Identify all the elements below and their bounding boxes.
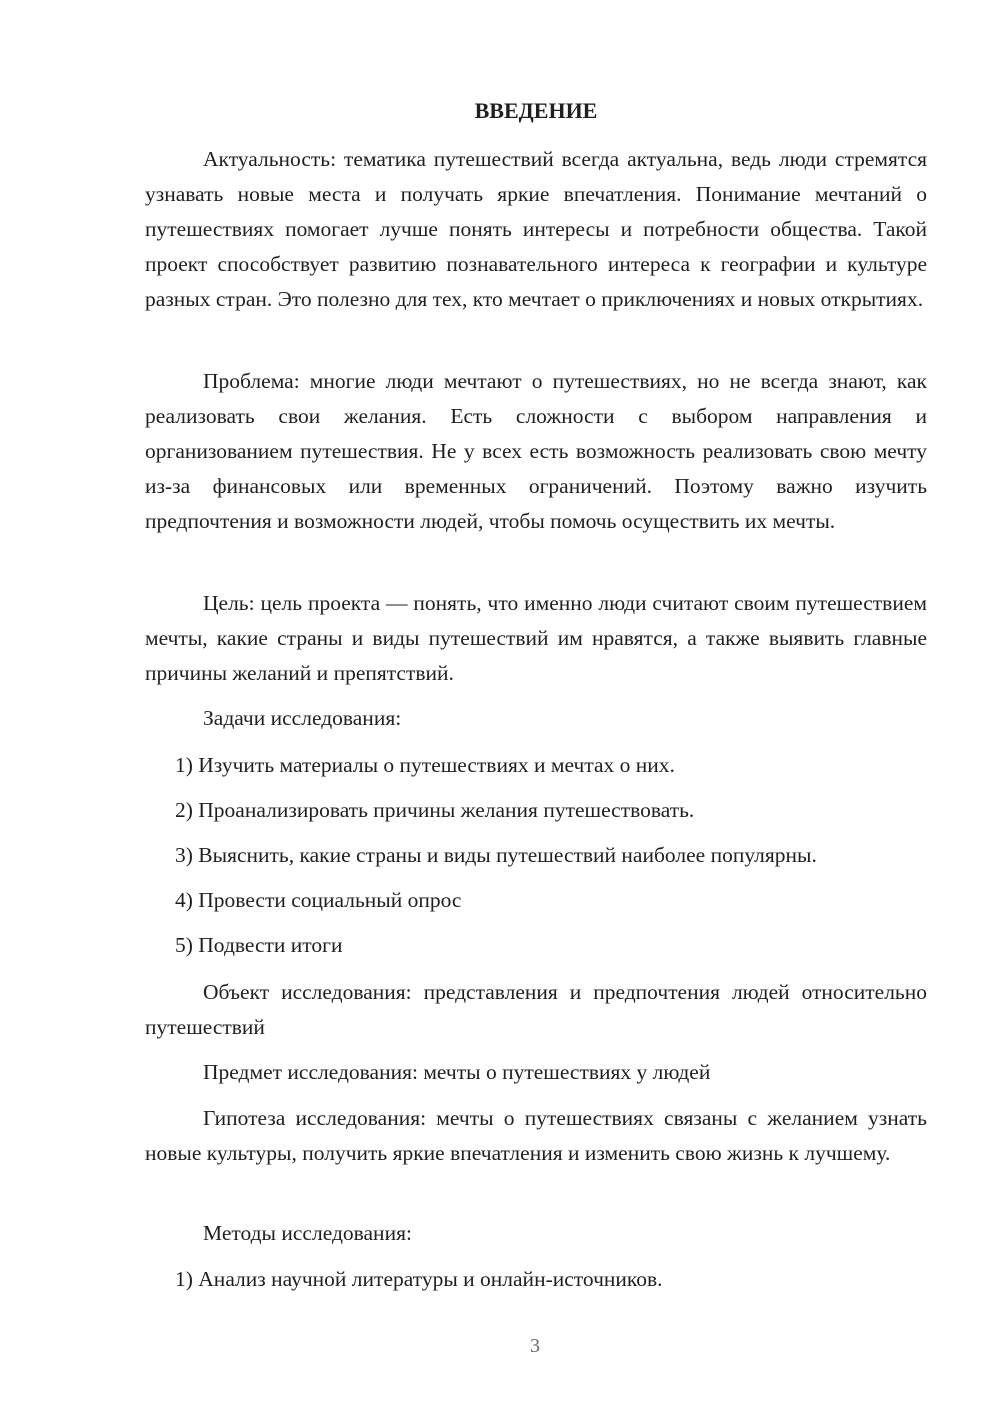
task-item: 3) Выяснить, какие страны и виды путешествий наиболее популярны. [175,843,817,867]
methods-heading: Методы исследования: [203,1221,412,1245]
page-number: 3 [530,1335,540,1357]
method-item: 1) Анализ научной литературы и онлайн-источников. [175,1267,663,1291]
task-item: 2) Проанализировать причины желания путешествовать. [175,798,695,822]
tasks-heading: Задачи исследования: [203,706,402,730]
goal-paragraph: Цель: цель проекта — понять, что именно люди считают своим путешествием мечты, какие страны и виды путешествий им нравятся, а также выявить главные причины желаний и препятствий. [145,591,927,685]
task-item: 5) Подвести итоги [175,933,343,957]
subject-paragraph: Предмет исследования: мечты о путешествиях у людей [203,1060,711,1084]
hypothesis-paragraph: Гипотеза исследования: мечты о путешествиях связаны с желанием узнать новые культуры, получить яркие впечатления и изменить свою жизнь к лучшему. [145,1106,927,1165]
object-paragraph: Объект исследования: представления и предпочтения людей относительно путешествий [145,980,927,1039]
relevance-paragraph: Актуальность: тематика путешествий всегда актуальна, ведь люди стремятся узнавать новые места и получать яркие впечатления. Понимание мечтаний о путешествиях помогает лучше понять интересы и потребности общества. Такой проект способствует развитию познавательного интереса к географии и культуре разных стран. Это полезно для тех, кто мечтает о приключениях и новых открытиях. [145,147,927,311]
task-item: 1) Изучить материалы о путешествиях и мечтах о них. [175,753,675,777]
problem-paragraph: Проблема: многие люди мечтают о путешествиях, но не всегда знают, как реализовать свои желания. Есть сложности с выбором направления и организованием путешествия. Не у всех есть возможность реализовать свою мечту из-за финансовых или временных ограничений. Поэтому важно изучить предпочтения и возможности людей, чтобы помочь осуществить их мечты. [145,369,927,533]
section-title: ВВЕДЕНИЕ [474,98,598,123]
task-item: 4) Провести социальный опрос [175,888,462,912]
